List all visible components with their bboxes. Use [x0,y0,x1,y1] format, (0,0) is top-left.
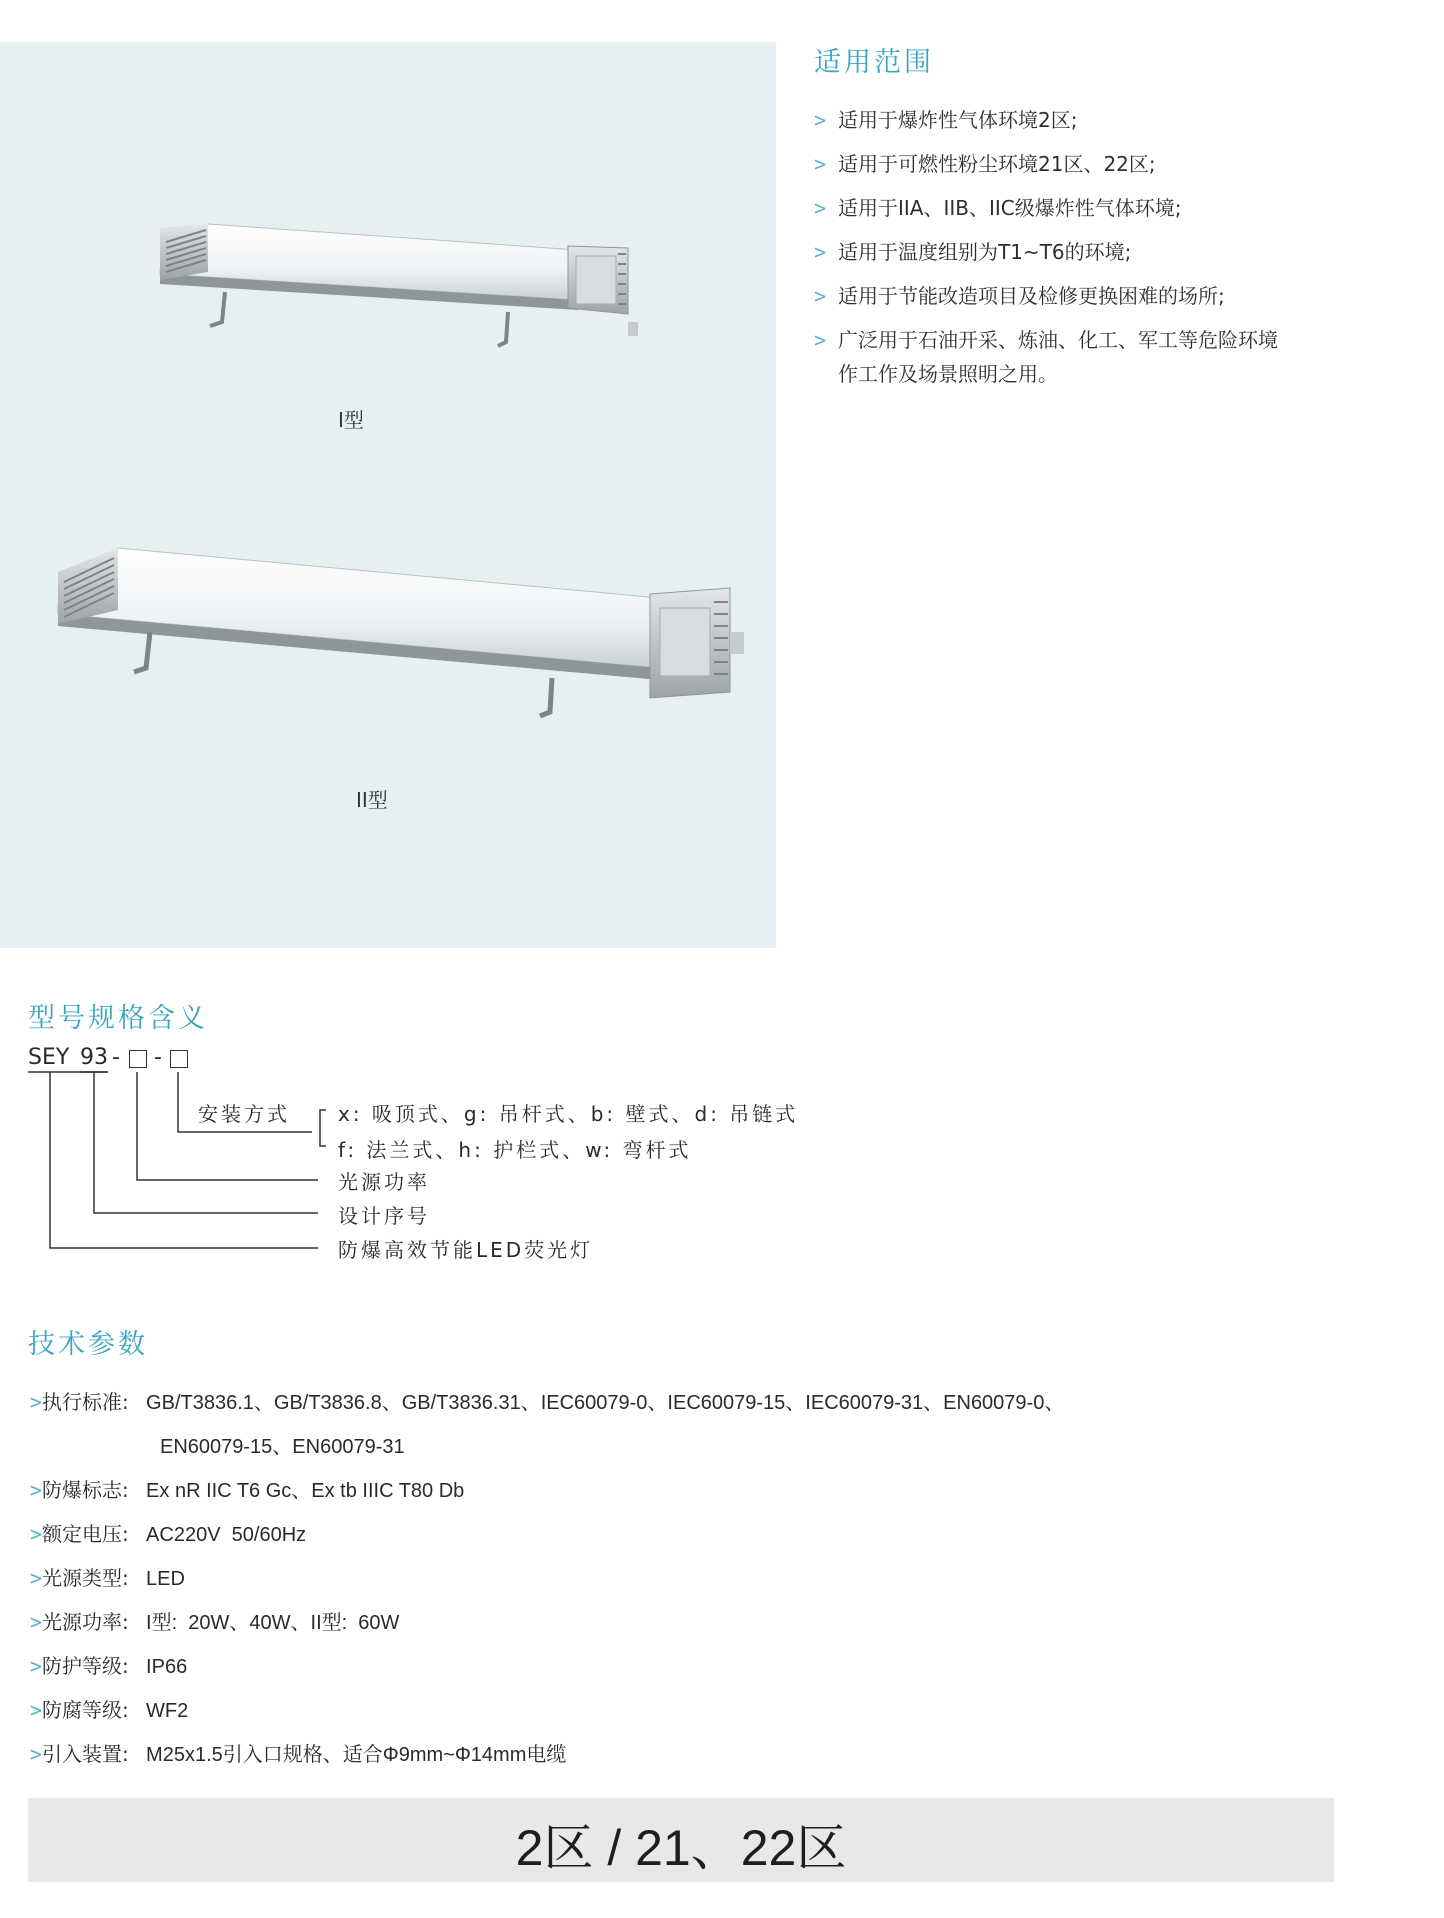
arrow-icon: > [30,1566,43,1590]
type2-lamp-image [58,548,744,716]
list-item: > 适用于温度组别为T1~T6的环境; [814,230,1374,274]
model-dash: - [154,1045,162,1070]
product-label: 防爆高效节能LED荧光灯 [338,1238,594,1262]
spec-row: >引入装置: M25x1.5引入口规格、适合Φ9mm~Φ14mm电缆 [30,1742,567,1766]
list-item: > 适用于节能改造项目及检修更换困难的场所; [814,274,1374,318]
lamp-illustrations [0,42,776,948]
arrow-icon: > [30,1654,43,1678]
arrow-icon: > [814,284,827,308]
install-option-2: f: 法兰式、h: 护栏式、w: 弯杆式 [338,1138,692,1162]
list-item: > 广泛用于石油开采、炼油、化工、军工等危险环境 作工作及场景照明之用。 [814,318,1374,392]
spec-row: >防腐等级: WF2 [30,1698,189,1722]
power-label: 光源功率 [338,1170,430,1194]
spec-row: >光源功率: I型: 20W、40W、II型: 60W [30,1610,400,1634]
install-placeholder-box [170,1050,188,1068]
spec-row: >执行标准: GB/T3836.1、GB/T3836.8、GB/T3836.31、IEC60079-0、IEC60079-15、IEC60079-31、EN60079-0、 [30,1390,1065,1414]
install-option-1: x: 吸顶式、g: 吊杆式、b: 壁式、d: 吊链式 [338,1102,799,1126]
power-placeholder-box [129,1050,147,1068]
list-item: > 适用于可燃性粉尘环境21区、22区; [814,142,1374,186]
list-item: > 适用于爆炸性气体环境2区; [814,98,1374,142]
scope-title: 适用范围 [814,47,934,78]
arrow-icon: > [814,328,827,352]
spec-row: >额定电压: AC220V 50/60Hz [30,1522,307,1546]
arrow-icon: > [30,1522,43,1546]
arrow-icon: > [30,1478,43,1502]
zone-footer-text: 2区 / 21、22区 [515,1820,847,1876]
spec-row: >防爆标志: Ex nR IIC T6 Gc、Ex tb IIIC T80 Db [30,1478,465,1502]
arrow-icon: > [814,108,827,132]
tech-title: 技术参数 [28,1329,148,1360]
list-item-continuation: 作工作及场景照明之用。 [838,362,1058,386]
arrow-icon: > [814,196,827,220]
type1-caption: I型 [338,408,364,432]
model-prefix: SEY [28,1045,70,1070]
arrow-icon: > [814,152,827,176]
zone-footer-band [28,1798,1334,1882]
spec-row: >防护等级: IP66 [30,1654,188,1678]
model-title: 型号规格含义 [28,1003,208,1034]
arrow-icon: > [30,1610,43,1634]
type2-caption: II型 [356,788,388,812]
arrow-icon: > [30,1698,43,1722]
model-dash: - [112,1045,120,1070]
serial-label: 设计序号 [338,1204,430,1228]
list-item: > 适用于IIA、IIB、IIC级爆炸性气体环境; [814,186,1374,230]
type1-lamp-image [160,224,638,346]
spec-row-continuation: EN60079-15、EN60079-31 [160,1436,405,1458]
install-label: 安装方式 [198,1102,290,1126]
scope-list [814,98,1374,392]
spec-row: >光源类型: LED [30,1566,185,1590]
model-number: 93 [80,1045,108,1070]
arrow-icon: > [30,1390,43,1414]
arrow-icon: > [30,1742,43,1766]
product-photo-panel [0,42,776,948]
arrow-icon: > [814,240,827,264]
